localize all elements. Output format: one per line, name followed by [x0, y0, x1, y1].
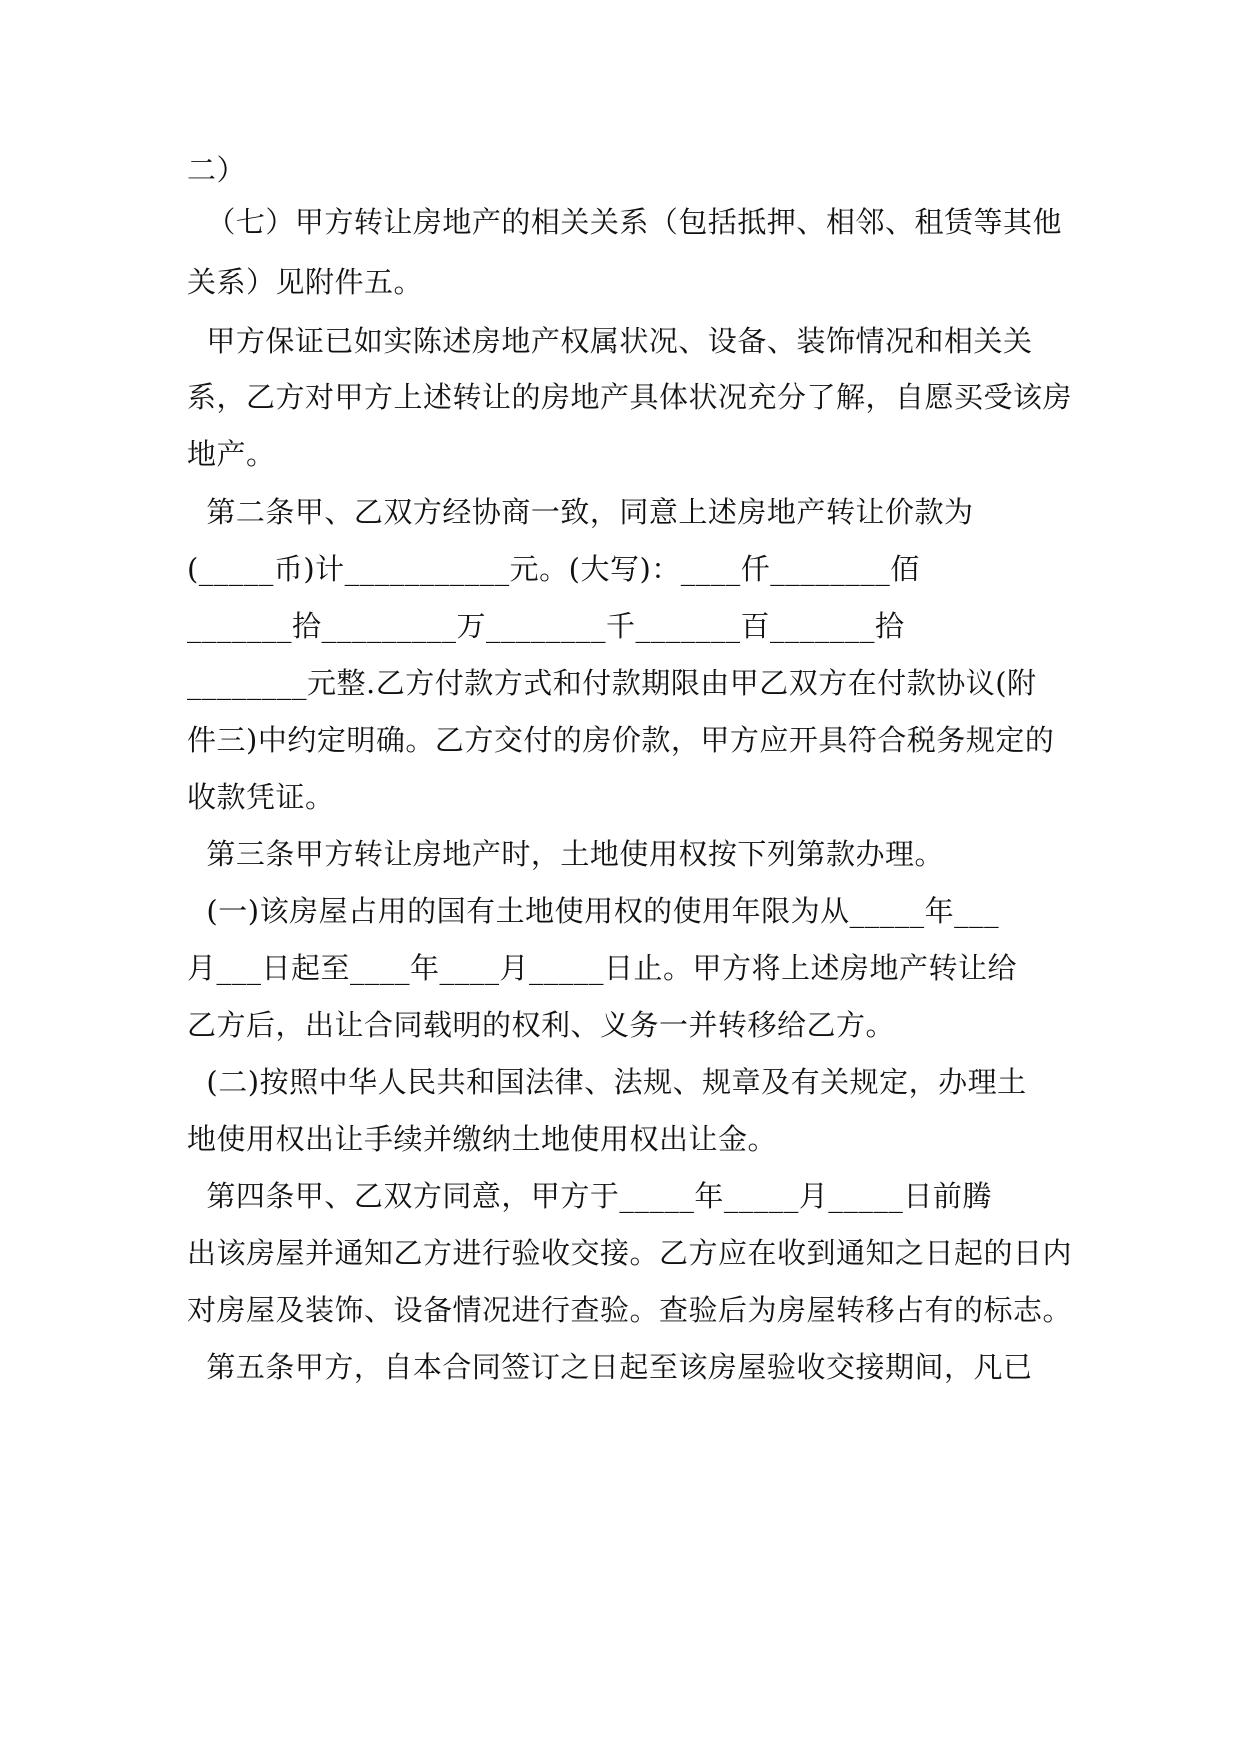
text-line: _______拾_________万________千_______百_______拾 — [187, 609, 905, 643]
text-line: 地产。 — [187, 437, 276, 471]
text-line: (二)按照中华人民共和国法律、法规、规章及有关规定，办理土 — [187, 1065, 1027, 1099]
text-line: 收款凭证。 — [187, 780, 335, 814]
text-line: 月___日起至____年____月_____日止。甲方将上述房地产转让给 — [187, 951, 1018, 985]
text-line: 第五条甲方，自本合同签订之日起至该房屋验收交接期间，凡已 — [187, 1350, 1033, 1384]
text-line: ________元整.乙方付款方式和付款期限由甲乙双方在付款协议(附 — [187, 666, 1037, 700]
text-line: (_____币)计___________元。(大写)：____仟________佰 — [187, 552, 920, 586]
text-line: 地使用权出让手续并缴纳土地使用权出让金。 — [187, 1122, 778, 1156]
text-line: 乙方后，出让合同载明的权利、义务一并转移给乙方。 — [187, 1008, 896, 1042]
text-line: 二） — [187, 153, 247, 187]
text-line: 对房屋及装饰、设备情况进行查验。查验后为房屋转移占有的标志。 — [187, 1293, 1073, 1327]
text-line: 出该房屋并通知乙方进行验收交接。乙方应在收到通知之日起的日内 — [187, 1236, 1073, 1270]
text-line: (一)该房屋占用的国有土地使用权的使用年限为从_____年___ — [187, 894, 1000, 928]
text-line: 关系）见附件五。 — [187, 265, 424, 299]
text-line: 第二条甲、乙双方经协商一致，同意上述房地产转让价款为 — [187, 495, 974, 529]
text-line: （七）甲方转让房地产的相关关系（包括抵押、相邻、租赁等其他 — [187, 205, 1062, 239]
text-line: 第四条甲、乙双方同意，甲方于_____年_____月_____日前腾 — [187, 1179, 992, 1213]
text-line: 甲方保证已如实陈述房地产权属状况、设备、装饰情况和相关关 — [187, 324, 1033, 358]
text-line: 第三条甲方转让房地产时，土地使用权按下列第款办理。 — [187, 837, 944, 871]
text-line: 件三)中约定明确。乙方交付的房价款，甲方应开具符合税务规定的 — [187, 723, 1055, 757]
text-line: 系，乙方对甲方上述转让的房地产具体状况充分了解，自愿买受该房 — [187, 380, 1073, 414]
